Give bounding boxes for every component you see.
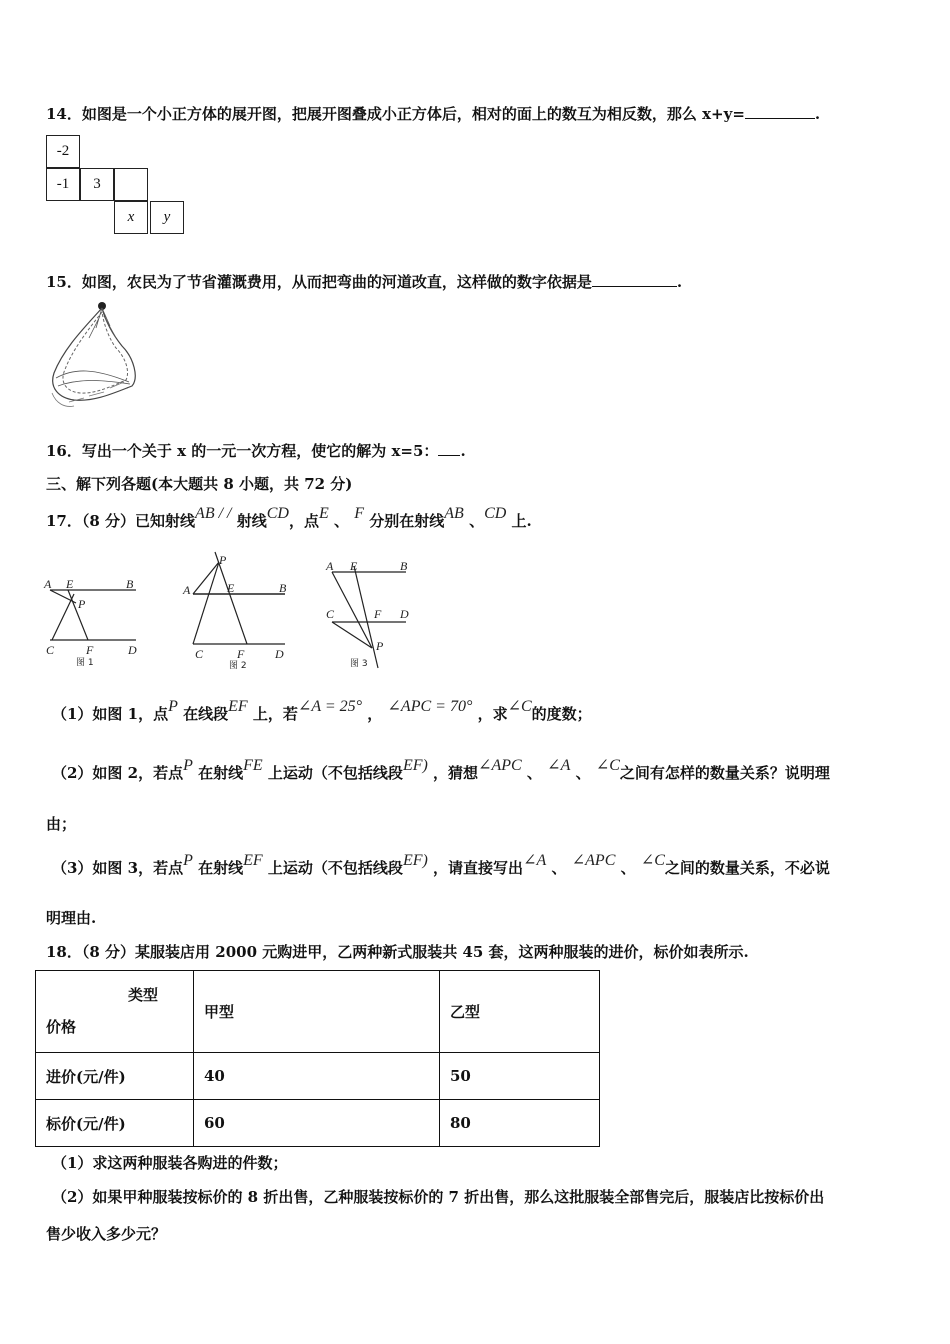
label-F: F (86, 643, 94, 657)
label-C: C (46, 643, 55, 657)
figure-3-caption: 图 3 (350, 659, 368, 669)
q18-sub2-cont: 售少收入多少元？ (46, 1225, 167, 1243)
net-cell: 3 (80, 168, 114, 201)
label-A: A (326, 559, 334, 573)
q18-sub2: （2）如果甲种服装按标价的 8 折出售，乙种服装按标价的 7 折出售，那么这批服装全部售完后，服装店比按标价出 (52, 1188, 825, 1206)
figure-2-caption: 图 2 (229, 661, 247, 670)
q18-text: 18．（8 分）某服装店用 2000 元购进甲，乙两种新式服装共 45 套，这两种服装的进价，标价如表所示. (46, 943, 749, 961)
net-cell: -1 (46, 168, 80, 201)
figure-1-caption: 图 1 (76, 658, 94, 668)
river-sketch (44, 298, 144, 413)
figure-2 (175, 550, 295, 670)
q14-text: 14．如图是一个小正方体的展开图，把展开图叠成小正方体后，相对的面上的数互为相反数，那么 x+y= . (46, 105, 821, 123)
net-cell: -2 (46, 135, 80, 168)
row-label: 进价(元/件) (36, 1053, 194, 1100)
section-title: 三、解下列各题(本大题共 8 小题，共 72 分) (46, 475, 353, 493)
corner-top-label: 类型 (128, 985, 159, 1004)
label-E: E (66, 577, 74, 591)
net-cell-y: y (150, 201, 184, 234)
label-P: P (78, 597, 86, 611)
label-D: D (275, 647, 284, 661)
label-B: B (126, 577, 134, 591)
label-F: F (237, 647, 245, 661)
q17-sub3: （3）如图 3，若点P 在射线EF 上运动（不包括线段EF) ，请直接写出∠A 、 ∠APC 、 ∠C之间的数量关系，不必说 (52, 852, 830, 877)
net-cell (114, 168, 148, 201)
answer-blank (592, 272, 677, 287)
label-B: B (279, 581, 287, 595)
label-A: A (44, 577, 52, 591)
net-cell-x: x (114, 201, 148, 234)
answer-blank (745, 104, 815, 119)
q17-stem: 17．（8 分）已知射线AB / / 射线CD，点E 、 F 分别在射线AB 、CD 上. (46, 505, 532, 530)
table-row (36, 1100, 600, 1147)
label-F: F (374, 607, 382, 621)
label-P: P (219, 553, 227, 567)
cell-value: 40 (194, 1053, 440, 1100)
q15-text: 15．如图，农民为了节省灌溉费用，从而把弯曲的河道改直，这样做的数字依据是 . (46, 273, 683, 291)
table-corner-cell (36, 971, 194, 1053)
cell-value: 50 (440, 1053, 600, 1100)
col-header-a: 甲型 (194, 971, 440, 1053)
figure-3 (320, 558, 420, 673)
row-label: 标价(元/件) (36, 1100, 194, 1147)
table-row (36, 1053, 600, 1100)
label-D: D (400, 607, 409, 621)
q17-sub2-cont: 由； (46, 815, 77, 833)
q17-sub1: （1）如图 1，点P 在线段EF 上，若∠A = 25° ， ∠APC = 70° ，求∠C的度数； (52, 698, 592, 723)
price-table (35, 970, 600, 1147)
col-header-b: 乙型 (440, 971, 600, 1053)
q17-sub3-cont: 明理由. (46, 909, 97, 927)
label-P: P (376, 639, 384, 653)
label-A: A (183, 583, 191, 597)
q18-sub1: （1）求这两种服装各购进的件数； (52, 1154, 288, 1172)
figure-1 (40, 570, 150, 670)
cell-value: 80 (440, 1100, 600, 1147)
q17-sub2: （2）如图 2，若点P 在射线FE 上运动（不包括线段EF) ，猜想∠APC 、 ∠A 、 ∠C之间有怎样的数量关系？说明理 (52, 757, 830, 782)
label-B: B (400, 559, 408, 573)
label-D: D (128, 643, 137, 657)
label-C: C (195, 647, 204, 661)
corner-bottom-label: 价格 (46, 1017, 77, 1036)
label-C: C (326, 607, 335, 621)
label-E: E (350, 559, 358, 573)
cell-value: 60 (194, 1100, 440, 1147)
q16-text: 16．写出一个关于 x 的一元一次方程，使它的解为 x=5： . (46, 442, 466, 460)
label-E: E (227, 581, 235, 595)
answer-blank (438, 441, 460, 456)
